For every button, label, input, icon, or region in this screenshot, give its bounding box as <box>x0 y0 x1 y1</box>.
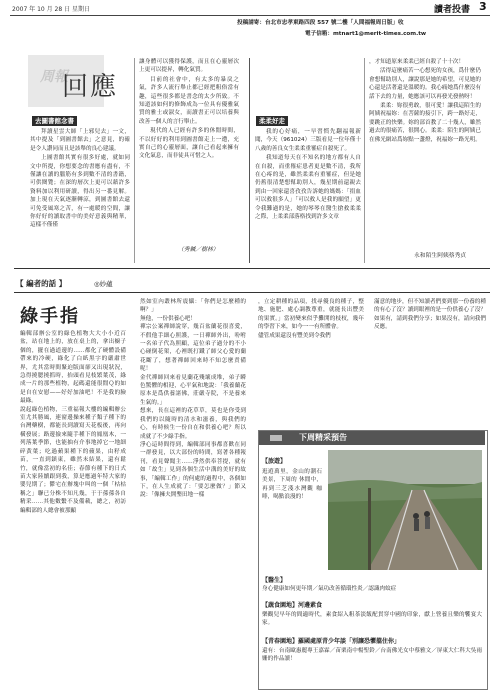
travel-photo <box>328 450 482 570</box>
feedback-heading-prefix: 周報 <box>40 69 68 85</box>
column-divider <box>134 58 135 263</box>
editor-column-2: 然如室內叢林所震懾：「你們是怎麼種的啊？」 無他，一份供養心吧！ 禪宗公案禪師說穿，幾百盆蘭花很喜愛，不假他手細心照護，一日禪師外出，吩咐一名弟子代為照顧，這位弟子過分的不小心碰倒花架，心裡既打鐵了師父心愛的蘭花斷了，想著禪師回來時不知怎麼責備呢！ 金代禪師回來看見蘭花殘壞成堆，弟子瞬色驚懼的相迎，心平氣和地說：「我養蘭花原本是爲供養諸佛，莊嚴寺院，不是養來生氣的。」 想來，長在這裡的花草草，莫也是你受到我們的以隨時的清水和滋養，與我們的心，有時候生一份自在和供養心吧？所以成就了不少綠手指。 淨心這時間得到，編輯部同事都喜歡在同一群發見，以大部份的時間，寫著各種報刊，看見聲聞主……淨然供奉菩提，就有如「故生」見到各個生活中溝的美好的故事，「編輯工作」的何處的過程中，各個如下，在人生成就了：「要怎麼做？」節又說：「像擁夫開墾田地一樣 <box>140 299 246 499</box>
paragraph: 柔柔：妳很勇敢，很可愛！讓我這陌生的阿姨祝福妳：在菩薩的接引下，跨一路好走，要跳正的快樂。妳的部首教了二十幾人，雖然過去的很痛苦，很開心。柔柔：陌生的阿姨已在佛光網站爲妳點一盞燈，祝福妳一路光明。 <box>369 103 481 143</box>
preview-title-mark <box>270 435 282 441</box>
paragraph: 現代的人已經有許多的休閒時間，不以好好的利用到圖書館走上一遭，充實自己的心靈層面，讓自己看起來擁有文化氣息，而非徒具可惜之人。 <box>139 128 239 160</box>
article-body <box>139 58 239 162</box>
photo-person-head <box>413 513 419 519</box>
photo-sky <box>328 450 482 484</box>
paragraph: 我的心好痛，一早習慣先翻福報新聞，今天（961024）三版看見一位年僅十八歲的善良女生柔柔重罹症自殺死了。 <box>255 129 361 152</box>
editor-title: 綠手指 <box>20 306 80 327</box>
preview-title: 下周精采預告 <box>259 431 485 445</box>
paragraph: ，才知道原來柔柔已經自殺了十十次！ <box>369 59 465 65</box>
section-rule <box>14 268 490 269</box>
preview-item-text: 樂觀兒早年的間適時代，素食紹入粗茶淡飯配貫穿中國的印象，獻上營養且樂的饗宴大家。 <box>262 612 482 627</box>
section-title: 讀者投書 <box>434 5 471 15</box>
column-divider <box>364 58 365 263</box>
photo-person-head <box>424 511 430 517</box>
feedback-heading: 回應 <box>62 72 119 102</box>
article-tag: 柔柔好走 <box>256 116 288 126</box>
preview-item-tag: 【青春園地】羅國處原青少年談「別讓恐懼擋住你」 <box>262 638 401 645</box>
page-number: 3 <box>479 0 487 13</box>
paragraph: 活得這麼痛苦一心想死的女孩，爲什麼仍會想幫助別人，讓說那是她的希望，可見她的心還是活著還是溫暖的。我心痛她爲什麼沒有話下去的力量，她應該可以再發光發熱呀！ <box>369 68 481 100</box>
submission-email: 電子信箱：mtnart1@merit-times.com.tw <box>305 31 427 37</box>
article-signature: 永和陌生阿姨蔡秀貞 <box>414 253 467 259</box>
preview-item-tag: 【醫生】 <box>262 577 287 584</box>
article-body <box>369 58 481 145</box>
editor-column-4: 滿意的地步，但不知讀者們要到那一份養的種的有心了沒？讀到眼裡的是一份供養心了沒？ 如果有，請到我們分享；如果沒有，請向我們反應。 <box>374 299 486 331</box>
photo-person-body <box>414 519 419 531</box>
travel-tag: 【旅遊】 <box>262 458 287 465</box>
submission-address: 投稿請寄：台北市忠孝東路四段 557 號二樓「人間福報周日版」收 <box>237 20 404 26</box>
paragraph: 拜讀星雲大師「上邪兒去」一文，其中提及「到圖書館去」之意見，的確是令人讚同而且是該舉的良心建議。 <box>30 129 130 152</box>
page-date: 2007 年 10 月 28 日 星期日 <box>12 6 90 13</box>
travel-text: 逛遊萬里，金山的潮石美景，下周的 休閒中，再到三芝淺水灣觀 咖啡，喝點浪漫的！ <box>262 469 322 501</box>
preview-item-tag: 【蔬食園地】河邊素食 <box>262 602 323 609</box>
article-tag: 去圖書館念書 <box>32 116 77 126</box>
preview-item-text: 身心健康如何更年期／氣功改善循環性炎／認識肉蚊症 <box>262 586 397 592</box>
section-divider <box>249 58 250 263</box>
article-body <box>255 128 361 222</box>
paragraph: 我知道每天在不知名的地方都有人自在自殺，而重罹症患者更是數不清，我所在心疼的是，雖然柔柔有重罹症，但是她仍舊很清楚想幫助別人，幾星期前還親去到由一回家還喜孜孜告訴她的媽媽：「捐血可以救很多人」「可以救人是我的願望」更令我難過的是，她的琴琴在醫生搶救柔柔之際，上柔柔部落格找到許多文章 <box>255 155 361 221</box>
photo-tree <box>368 488 371 570</box>
paragraph: 上圖書館其實有很多好處，就如同文中所提，你想要念的書應有盡有，不僅讓在讀的腦筋有多到數不清的書籍，可供閱覽；在深的層次上更可以藉許多資料加以利用研讀，得出另一番見解。加上現在天氣逐漸轉涼，到圖書館去還可免受風寒之苦，有一處暖的空間，讓你好好的讀取書中的美好意義與精華，這樣不僅僅 <box>30 155 130 229</box>
editor-label: 【 編者的話 】 <box>16 279 67 288</box>
paragraph: 讓身體可以獲得保護，而且在心靈層次上更可以提昇，轉化氣質。 <box>139 59 239 74</box>
paragraph: 目前的社會中，有太多的暴戾之氣，許多人流行舉止都已經把粗俗當有趣，這些很多都是書念的太少所致。不知道該如何的修飾成為一位具有優雅氣質的雅士或淑女，而讀書正可以培養與改善一個人的言行舉止。 <box>139 76 239 125</box>
header-rule <box>10 15 490 16</box>
article-signature: （秀鍼／樹林） <box>178 247 219 253</box>
editor-column-1: 編輯部辦公室的綠色植物大大小小近百盆，站在地上的，放在桌上的，拿出櫥子個的，擺在過道邊的……都化了硬體設備帶來的冷硬，綠化了白紙黑字的嚴肅世界，尤其當時間緊迫版面卻又出現狀況，急得撓腮撓抓時，抬頭看見枝繁葉茂，綠成一片的那些植物，起碼還能很閒Ｑ的如是自在安慰——好好加油吧！不是我的臉最綠。 說起綠色植物，三重福報大樓的編輯辦公室尤其勝風，連窗邊操來種子類子種下的台灣藥樹，都能長到讀寫天花板後，再向橫發展；路邊撿來隨手種下的鳳凰木，一列落葉季節，也能抽有介事地掉它一地細碎黃葉；吃過蘋果種下的蘋果，由籽成苗，一直到鎮東，雖然未結果，還有鬆竹，就像當初的名佳；春節有種下的日式苗大家陸續跟到我，算是應過年特大家的嬰兒期了；鬱宅在辦塊中叫的一個「枯枯稱之」聯已分株不知凡幾，于于孫孫各自精采……其他數繫不及備載，總之，初訪編輯部的人總會被那顯 <box>20 331 126 514</box>
editor-column-3: ，立定耕種的品項，找尋優良的種子，整地、施肥、處心調教尊重，就能長出豐美的果實。」當初變來似乎攤開的枝杈，幾年的學習下來，如今一一有所體會。 儘管成果還沒有豐美到令我們 <box>258 299 364 339</box>
section-rule <box>14 292 490 293</box>
photo-person-body <box>425 517 430 529</box>
editor-author: ◎妙蘊 <box>94 280 113 288</box>
preview-item-text: 還有：台南歐惠麗專王嘉霖／苗栗南中楊聖鈴／台南佛光女中蔡雅文／屏東大仁科大吳雨姗的作品讀！ <box>262 648 482 663</box>
article-body <box>30 128 130 231</box>
